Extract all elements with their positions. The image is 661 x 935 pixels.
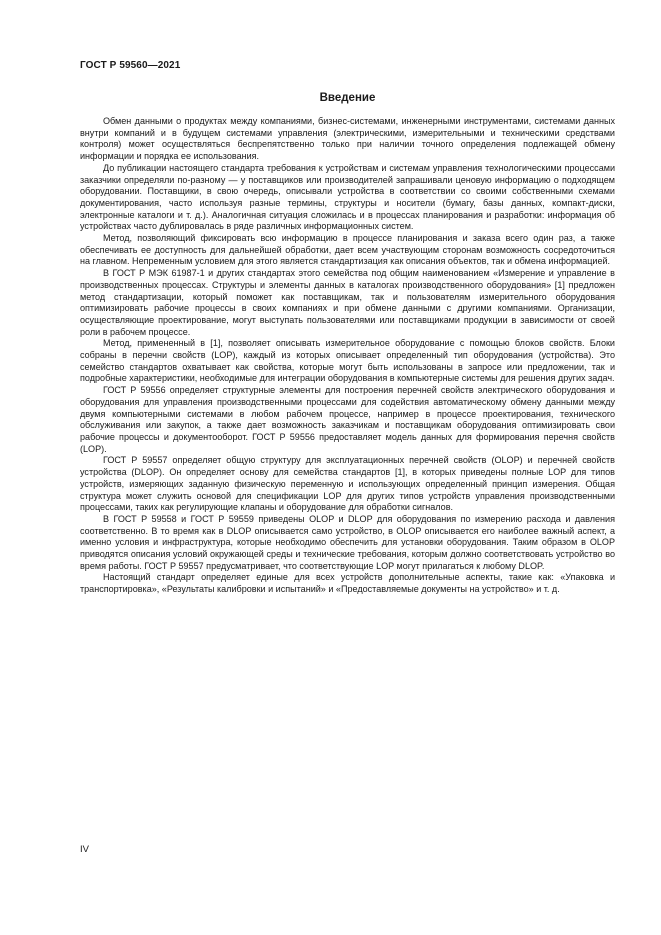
body-text xyxy=(80,116,615,596)
paragraph: Метод, позволяющий фиксировать всю информацию в процессе планирования и заказа всего один раз, а также обеспечивать ее доступность для дальнейшей обработки, дает всем участвующим сторонам возможность сосредоточиться на главном. Непременным условием для этого является стандартизация как описания объектов, так и обмена информацией. xyxy=(80,233,615,267)
paragraph: В ГОСТ Р 59558 и ГОСТ Р 59559 приведены OLOP и DLOP для оборудования по измерению расхода и давления соответственно. В то время как в DLOP описывается само устройство, в OLOP описывается его наиболее важный аспект, а именно условия и инфраструктура, которые необходимо обеспечить для установки оборудования. Таким образом в OLOP приводятся описания условий окружающей среды и технические требования, которым должно соответствовать устройство во время работы. ГОСТ Р 59557 предусматривает, что соответствующие LOP могут прилагаться к любому DLOP. xyxy=(80,513,615,571)
paragraph: Настоящий стандарт определяет единые для всех устройств дополнительные аспекты, такие как: «Упаковка и транспортировка», «Результаты калибровки и испытаний» и «Предоставляемые документы на устройство» и т. д. xyxy=(80,572,615,595)
paragraph: До публикации настоящего стандарта требования к устройствам и системам управления технологическими процессами заказчики определяли по-разному — у поставщиков или производителей запрашивали ценовую информацию о подходящем оборудовании. Поставщики, в свою очередь, описывали устройства в соответствии со своими собственными схемами документирования, часто используя разные термины, структуры и носители (бумагу, базы данных, компакт-диски, электронные каталоги и т. д.). Аналогичная ситуация сложилась и в процессах планирования и разработки: информация об устройствах часто дублировалась в ряде различных информационных систем. xyxy=(80,162,615,232)
page-number: IV xyxy=(80,844,89,855)
paragraph: Метод, примененный в [1], позволяет описывать измерительное оборудование с помощью блоков свойств. Блоки собраны в перечни свойств (LOP), каждый из которых описывает определенный тип оборудования (устройства). Это семейство стандартов охватывает как свойства, которые могут быть использованы в запросе или предложении, так и подробные характеристики, необходимые для интеграции оборудования в компьютерные системы для решения других задач. xyxy=(80,338,615,384)
paragraph: ГОСТ Р 59557 определяет общую структуру для эксплуатационных перечней свойств (OLOP) и перечней свойств устройства (DLOP). Он определяет основу для семейства стандартов [1], в которых приведены полные LOP для типов устройств, измеряющих заданную физическую переменную и использующих определенный принцип измерения. Общая структура может служить основой для спецификации LOP для других типов устройств управления производственными процессами, таких как регулирующие клапаны и оборудование для обработки сигналов. xyxy=(80,455,615,513)
paragraph: Обмен данными о продуктах между компаниями, бизнес-системами, инженерными инструментами, системами данных внутри компаний и в будущем системами управления (электрическими, измерительными и техническими средствами контроля) может осуществляться беспрепятственно только при наличии точного определения подлежащей обмену информации и порядка ее использования. xyxy=(80,116,615,162)
paragraph: ГОСТ Р 59556 определяет структурные элементы для построения перечней свойств электрического оборудования и оборудования для управления производственными процессами для содействия автоматическому обмену данными между двумя компьютерными системами в любом рабочем процессе, например в процессе проектирования, технического обслуживания или закупок, а также дает возможность заказчикам и поставщикам оборудования оптимизировать свои рабочие процессы и документооборот. ГОСТ Р 59556 предоставляет модель данных для формирования перечня свойств (LOP). xyxy=(80,385,615,454)
section-title: Введение xyxy=(319,92,376,104)
paragraph: В ГОСТ Р МЭК 61987-1 и других стандартах этого семейства под общим наименованием «Измерение и управление в производственных процессах. Структуры и элементы данных в каталогах производственного оборудования» [1] предложен метод стандартизации, который поможет как поставщикам, так и пользователям измерительного оборудования оптимизировать рабочие процессы в своих компаниях и при обмене данными с другими компаниями. Организации, осуществляющие проектирование, могут выступать пользователями или поставщиками продукции в зависимости от своей роли в рабочем процессе. xyxy=(80,268,615,337)
standard-header: ГОСТ Р 59560—2021 xyxy=(80,60,181,71)
